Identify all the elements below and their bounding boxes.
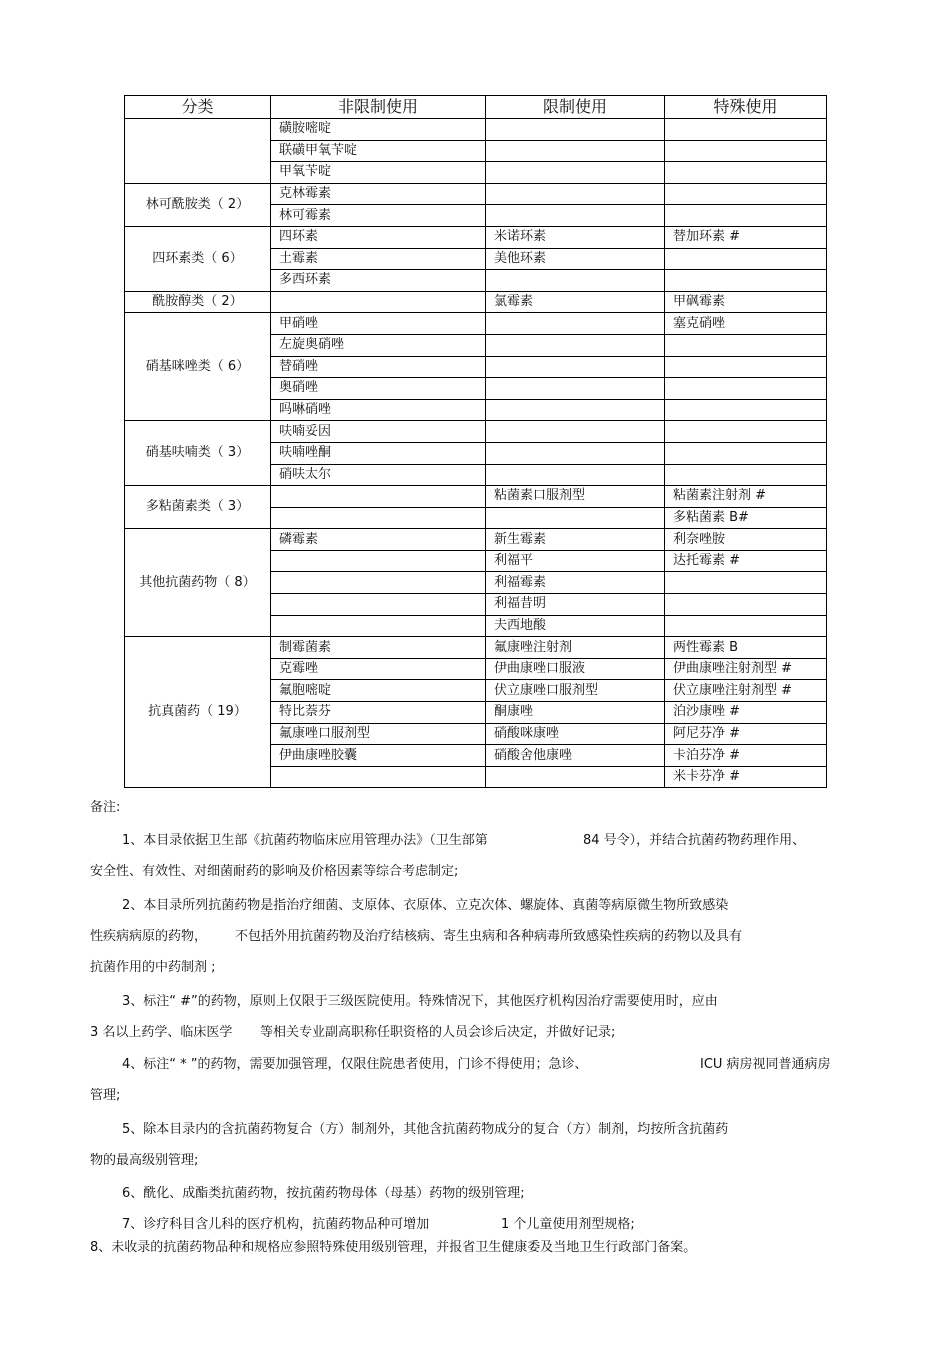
special-cell xyxy=(665,442,827,464)
unrestricted-cell: 甲氧苄啶 xyxy=(271,162,486,184)
unrestricted-cell: 伊曲康唑胶囊 xyxy=(271,745,486,767)
table-row xyxy=(125,183,827,205)
antibacterial-drug-table xyxy=(124,95,827,788)
unrestricted-cell: 磷霉素 xyxy=(271,529,486,551)
note-line: 6、酰化、成酯类抗菌药物，按抗菌药物母体（母基）药物的级别管理; xyxy=(122,1186,525,1201)
table-row xyxy=(125,119,827,141)
note-line: 1 个儿童使用剂型规格; xyxy=(501,1217,635,1232)
category-cell: 酰胺醇类（ 2） xyxy=(125,291,271,313)
special-cell xyxy=(665,399,827,421)
note-line: 1、本目录依据卫生部《抗菌药物临床应用管理办法》（卫生部第 xyxy=(122,833,488,848)
restricted-cell xyxy=(486,766,665,788)
note-line: ICU 病房视同普通病房 xyxy=(700,1057,831,1072)
restricted-cell: 利福霉素 xyxy=(486,572,665,594)
table-row xyxy=(125,637,827,659)
unrestricted-cell: 联磺甲氧苄啶 xyxy=(271,140,486,162)
note-line: 3、标注“ #”的药物，原则上仅限于三级医院使用。特殊情况下，其他医疗机构因治疗需要使用时，应由 xyxy=(122,994,718,1009)
special-cell xyxy=(665,615,827,637)
special-cell: 米卡芬净 # xyxy=(665,766,827,788)
header-restricted: 限制使用 xyxy=(486,96,665,119)
note-line: 不包括外用抗菌药物及治疗结核病、寄生虫病和各种病毒所致感染性疾病的药物以及具有 xyxy=(235,929,743,944)
restricted-cell: 米诺环素 xyxy=(486,226,665,248)
unrestricted-cell: 左旋奥硝唑 xyxy=(271,334,486,356)
restricted-cell: 夫西地酸 xyxy=(486,615,665,637)
unrestricted-cell: 林可霉素 xyxy=(271,205,486,227)
table-header-row xyxy=(125,96,827,119)
restricted-cell: 硝酸舍他康唑 xyxy=(486,745,665,767)
table-row xyxy=(125,291,827,313)
note-line: 4、标注“ * ”的药物，需要加强管理，仅限住院患者使用，门诊不得使用；急诊、 xyxy=(122,1057,588,1072)
unrestricted-cell: 硝呋太尔 xyxy=(271,464,486,486)
special-cell xyxy=(665,270,827,292)
special-cell xyxy=(665,356,827,378)
note-line: 物的最高级别管理; xyxy=(90,1153,199,1168)
note-line: 性疾病病原的药物， xyxy=(90,929,208,944)
unrestricted-cell xyxy=(271,615,486,637)
special-cell xyxy=(665,378,827,400)
special-cell xyxy=(665,572,827,594)
category-cell: 林可酰胺类（ 2） xyxy=(125,183,271,226)
unrestricted-cell: 磺胺嘧啶 xyxy=(271,119,486,141)
note-line: 2、本目录所列抗菌药物是指治疗细菌、支原体、衣原体、立克次体、螺旋体、真菌等病原微生物所致感染 xyxy=(122,898,729,913)
restricted-cell xyxy=(486,378,665,400)
category-cell: 硝基呋喃类（ 3） xyxy=(125,421,271,486)
unrestricted-cell xyxy=(271,550,486,572)
unrestricted-cell: 多西环素 xyxy=(271,270,486,292)
table-row xyxy=(125,226,827,248)
restricted-cell: 粘菌素口服剂型 xyxy=(486,486,665,508)
restricted-cell xyxy=(486,140,665,162)
special-cell: 两性霉素 B xyxy=(665,637,827,659)
special-cell: 甲砜霉素 xyxy=(665,291,827,313)
table-row xyxy=(125,486,827,508)
note-line: 7、诊疗科目含儿科的医疗机构，抗菌药物品种可增加 xyxy=(122,1217,430,1232)
unrestricted-cell: 替硝唑 xyxy=(271,356,486,378)
note-line: 8、未收录的抗菌药物品种和规格应参照特殊使用级别管理，并报省卫生健康委及当地卫生行政部门备案。 xyxy=(90,1240,697,1255)
unrestricted-cell: 甲硝唑 xyxy=(271,313,486,335)
restricted-cell xyxy=(486,421,665,443)
special-cell: 多粘菌素 B# xyxy=(665,507,827,529)
restricted-cell: 利福昔明 xyxy=(486,594,665,616)
special-cell xyxy=(665,594,827,616)
special-cell: 伊曲康唑注射剂型 # xyxy=(665,658,827,680)
special-cell: 达托霉素 # xyxy=(665,550,827,572)
unrestricted-cell xyxy=(271,507,486,529)
special-cell xyxy=(665,140,827,162)
table-row xyxy=(125,529,827,551)
restricted-cell: 氯霉素 xyxy=(486,291,665,313)
restricted-cell xyxy=(486,162,665,184)
restricted-cell: 美他环素 xyxy=(486,248,665,270)
unrestricted-cell: 呋喃妥因 xyxy=(271,421,486,443)
unrestricted-cell xyxy=(271,291,486,313)
table-row xyxy=(125,421,827,443)
header-special: 特殊使用 xyxy=(665,96,827,119)
unrestricted-cell: 土霉素 xyxy=(271,248,486,270)
unrestricted-cell: 克林霉素 xyxy=(271,183,486,205)
restricted-cell xyxy=(486,119,665,141)
unrestricted-cell xyxy=(271,572,486,594)
category-cell xyxy=(125,119,271,184)
restricted-cell: 新生霉素 xyxy=(486,529,665,551)
restricted-cell xyxy=(486,334,665,356)
special-cell: 卡泊芬净 # xyxy=(665,745,827,767)
restricted-cell: 硝酸咪康唑 xyxy=(486,723,665,745)
category-cell: 硝基咪唑类（ 6） xyxy=(125,313,271,421)
restricted-cell xyxy=(486,356,665,378)
special-cell xyxy=(665,464,827,486)
note-line: 84 号令），并结合抗菌药物药理作用、 xyxy=(583,833,806,848)
header-unrestricted: 非限制使用 xyxy=(271,96,486,119)
category-cell: 其他抗菌药物（ 8） xyxy=(125,529,271,637)
restricted-cell: 伊曲康唑口服液 xyxy=(486,658,665,680)
note-line: 等相关专业副高职称任职资格的人员会诊后决定，并做好记录; xyxy=(260,1025,616,1040)
unrestricted-cell: 特比萘芬 xyxy=(271,702,486,724)
restricted-cell xyxy=(486,205,665,227)
notes-heading: 备注: xyxy=(90,800,121,815)
restricted-cell xyxy=(486,399,665,421)
restricted-cell xyxy=(486,464,665,486)
header-category: 分类 xyxy=(125,96,271,119)
restricted-cell: 伏立康唑口服剂型 xyxy=(486,680,665,702)
unrestricted-cell: 呋喃唑酮 xyxy=(271,442,486,464)
unrestricted-cell xyxy=(271,766,486,788)
restricted-cell: 利福平 xyxy=(486,550,665,572)
table-row xyxy=(125,313,827,335)
unrestricted-cell: 氟康唑口服剂型 xyxy=(271,723,486,745)
special-cell xyxy=(665,334,827,356)
unrestricted-cell: 克霉唑 xyxy=(271,658,486,680)
category-cell: 抗真菌药（ 19） xyxy=(125,637,271,788)
special-cell: 伏立康唑注射剂型 # xyxy=(665,680,827,702)
note-line: 安全性、有效性、对细菌耐药的影响及价格因素等综合考虑制定; xyxy=(90,864,459,879)
table-body xyxy=(125,119,827,788)
special-cell xyxy=(665,205,827,227)
unrestricted-cell: 制霉菌素 xyxy=(271,637,486,659)
special-cell xyxy=(665,162,827,184)
special-cell: 塞克硝唑 xyxy=(665,313,827,335)
note-line: 5、除本目录内的含抗菌药物复合（方）制剂外，其他含抗菌药物成分的复合（方）制剂，均按所含抗菌药 xyxy=(122,1122,729,1137)
restricted-cell xyxy=(486,442,665,464)
restricted-cell xyxy=(486,507,665,529)
unrestricted-cell: 氟胞嘧啶 xyxy=(271,680,486,702)
special-cell xyxy=(665,421,827,443)
restricted-cell: 酮康唑 xyxy=(486,702,665,724)
restricted-cell xyxy=(486,270,665,292)
special-cell: 利奈唑胺 xyxy=(665,529,827,551)
special-cell xyxy=(665,248,827,270)
special-cell: 阿尼芬净 # xyxy=(665,723,827,745)
unrestricted-cell xyxy=(271,594,486,616)
unrestricted-cell: 奥硝唑 xyxy=(271,378,486,400)
unrestricted-cell: 四环素 xyxy=(271,226,486,248)
note-line: 抗菌作用的中药制剂 ; xyxy=(90,960,216,975)
note-line: 管理; xyxy=(90,1088,121,1103)
note-line: 3 名以上药学、临床医学 xyxy=(90,1025,233,1040)
category-cell: 四环素类（ 6） xyxy=(125,226,271,291)
special-cell xyxy=(665,119,827,141)
restricted-cell: 氟康唑注射剂 xyxy=(486,637,665,659)
special-cell: 泊沙康唑 # xyxy=(665,702,827,724)
category-cell: 多粘菌素类（ 3） xyxy=(125,486,271,529)
special-cell: 粘菌素注射剂 # xyxy=(665,486,827,508)
unrestricted-cell xyxy=(271,486,486,508)
unrestricted-cell: 吗啉硝唑 xyxy=(271,399,486,421)
special-cell xyxy=(665,183,827,205)
restricted-cell xyxy=(486,183,665,205)
restricted-cell xyxy=(486,313,665,335)
special-cell: 替加环素 # xyxy=(665,226,827,248)
